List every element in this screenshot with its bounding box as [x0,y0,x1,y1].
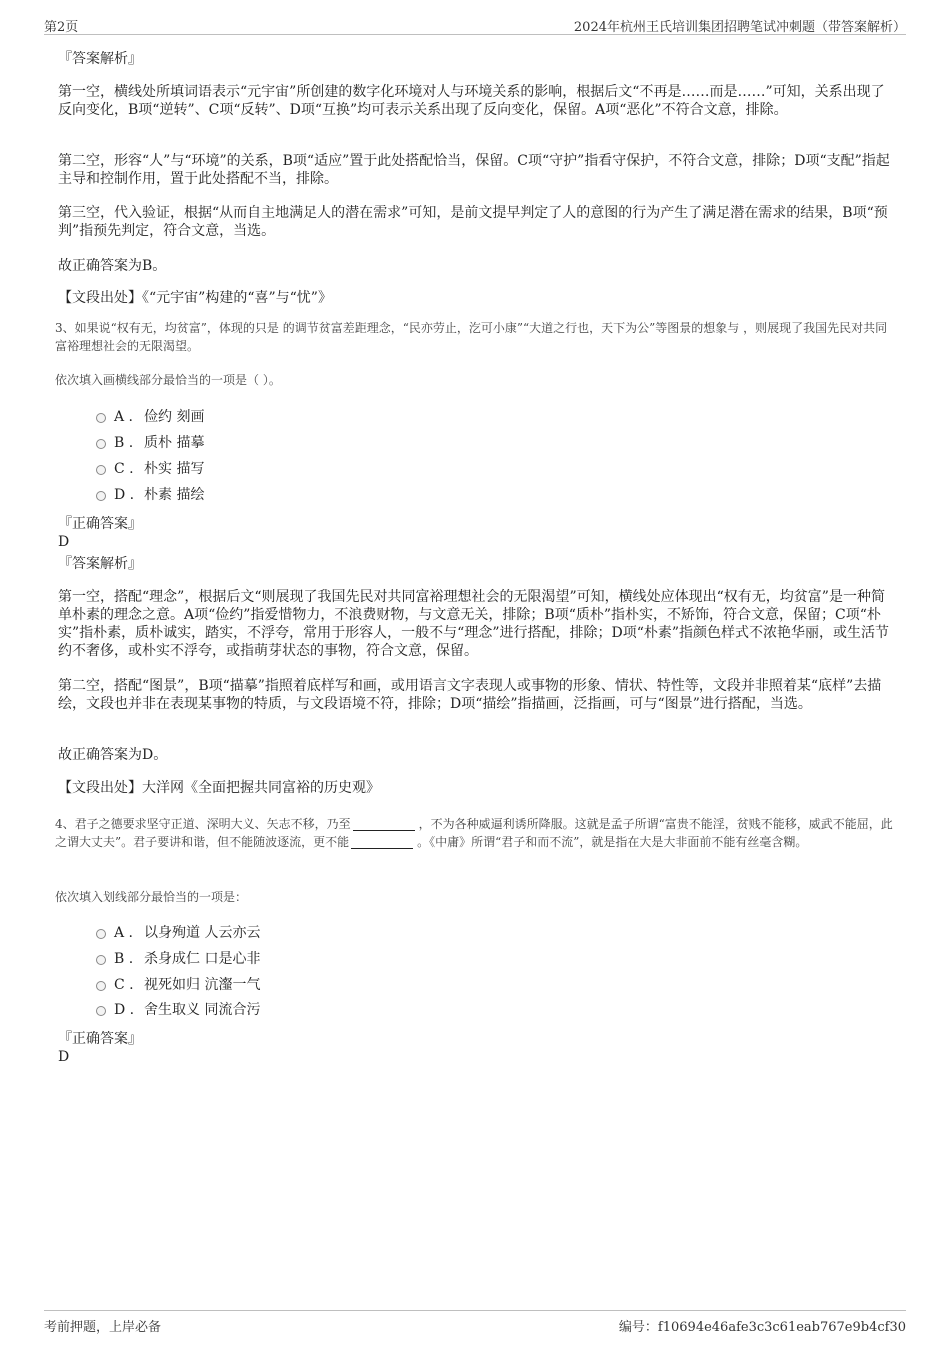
radio-icon[interactable] [96,1006,106,1016]
document-code: 编号：f10694e46afe3c3c61eab767e9b4cf30 [618,1320,906,1335]
fill-blank-2 [351,836,413,849]
radio-icon[interactable] [96,955,106,965]
radio-icon[interactable] [96,439,106,449]
option-text: 朴实 描写 [144,461,205,477]
q3-option-a[interactable] [96,408,204,426]
q4-option-c[interactable] [96,976,260,994]
footer-slogan: 考前押题，上岸必备 [44,1320,162,1335]
q4-option-d[interactable] [96,1001,260,1019]
q2-analysis-heading: 『答案解析』 [58,51,142,67]
option-text: 视死如归 沆瀣一气 [144,977,261,993]
radio-icon[interactable] [96,413,106,423]
option-letter: A . [114,925,134,941]
option-letter: C . [114,461,134,477]
q3-analysis-para-2: 第二空，搭配“图景”，B项“描摹”指照着底样写和画，或用语言文字表现人或事物的形象、情状、特性等，文段并非照着某“底样”去描绘，文段也并非在表现某事物的特质，与文段语境不符，排除；D项“描绘”指描画，泛指画，可与“图景”进行搭配，当选。 [58,678,882,712]
q4-answer-heading: 『正确答案』 [58,1031,142,1047]
q3-option-b[interactable] [96,434,204,452]
q3-answer: D [58,534,70,550]
q4-stem-part-3: 。《中庸》所谓“君子和而不流”，就是指在大是大非面前不能有丝毫含糊。 [417,835,808,849]
q2-analysis-para-2: 第二空，形容“人”与“环境”的关系，B项“适应”置于此处搭配恰当，保留。C项“守护”指看守保护，不符合文意，排除；D项“支配”指起主导和控制作用，置于此处搭配不当，排除。 [58,153,890,187]
option-text: 朴素 描绘 [144,487,205,503]
radio-icon[interactable] [96,465,106,475]
option-text: 质朴 描摹 [144,435,205,451]
radio-icon[interactable] [96,929,106,939]
q2-analysis-para-3: 第三空，代入验证，根据“从而自主地满足人的潜在需求”可知，是前文提早判定了人的意图的行为产生了满足潜在需求的结果，B项“预判”指预先判定，符合文意，当选。 [58,205,888,239]
option-letter: C . [114,977,134,993]
option-text: 以身殉道 人云亦云 [144,925,261,941]
fill-blank-1 [353,818,415,831]
q4-stem-part-2: ，不为各种威逼利诱所降服。这就是孟子所谓“富贵不能淫，贫贱不能移，威武不能屈，此之谓大丈夫”。君子要讲和谐，但不能随波逐流，更不能 [55,817,893,849]
page-header [44,10,906,35]
q2-source: 【文段出处】《“元宇宙”构建的“喜”与“忧”》 [58,290,332,306]
option-letter: D . [114,1002,135,1018]
option-text: 杀身成仁 口是心非 [144,951,261,967]
radio-icon[interactable] [96,981,106,991]
q3-conclusion: 故正确答案为D。 [58,747,168,763]
q2-conclusion: 故正确答案为B。 [58,258,167,274]
q3-stem: 3、如果说“权有无，均贫富”，体现的只是 的调节贫富差距理念，“民亦劳止，汔可小康”“大道之行也，天下为公”等图景的想象与 ，则展现了我国先民对共同富裕理想社会的无限渴望。 [55,321,888,353]
option-letter: D . [114,487,135,503]
q4-prompt: 依次填入划线部分最恰当的一项是： [55,890,248,904]
q3-analysis-para-1: 第一空，搭配“理念”，根据后文“则展现了我国先民对共同富裕理想社会的无限渴望”可知，横线处应体现出“权有无，均贫富”是一种简单朴素的理念之意。A项“俭约”指爱惜物力，不浪费财物，与文意无关，排除；B项“质朴”指朴实，不矫饰，符合文意，保留；C项“朴实”指朴素，质朴诚实，踏实，不浮夸，常用于形容人，一般不与“理念”进行搭配，排除；D项“朴素”指颜色样式不浓艳华丽，或生活节约不奢侈，或朴实不浮夸，或指萌芽状态的事物，符合文意，保留。 [58,589,890,659]
document-title: 2024年杭州王氏培训集团招聘笔试冲刺题（带答案解析） [573,20,906,35]
q2-analysis-para-1: 第一空，横线处所填词语表示“元宇宙”所创建的数字化环境对人与环境关系的影响，根据后文“不再是……而是……”可知，关系出现了反向变化，B项“逆转”、C项“反转”、D项“互换”均可表示关系出现了反向变化，保留。A项“恶化”不符合文意，排除。 [58,84,885,118]
q3-option-c[interactable] [96,460,204,478]
q3-source: 【文段出处】大洋网《全面把握共同富裕的历史观》 [58,780,380,796]
q3-prompt: 依次填入画横线部分最恰当的一项是（ ）。 [55,373,281,387]
q4-option-b[interactable] [96,950,260,968]
radio-icon[interactable] [96,491,106,501]
q3-analysis-heading: 『答案解析』 [58,556,142,572]
q3-option-d[interactable] [96,486,204,504]
option-letter: B . [114,435,134,451]
q4-answer: D [58,1049,70,1065]
q4-stem [55,815,895,851]
q4-stem-part-1: 4、君子之德要求坚守正道、深明大义、矢志不移，乃至 [55,817,351,831]
page-footer [44,1310,906,1339]
page-number: 第2页 [44,20,79,35]
option-letter: B . [114,951,134,967]
q4-option-a[interactable] [96,924,260,942]
option-text: 舍生取义 同流合污 [144,1002,261,1018]
q3-answer-heading: 『正确答案』 [58,516,142,532]
option-text: 俭约 刻画 [144,409,205,425]
option-letter: A . [114,409,134,425]
